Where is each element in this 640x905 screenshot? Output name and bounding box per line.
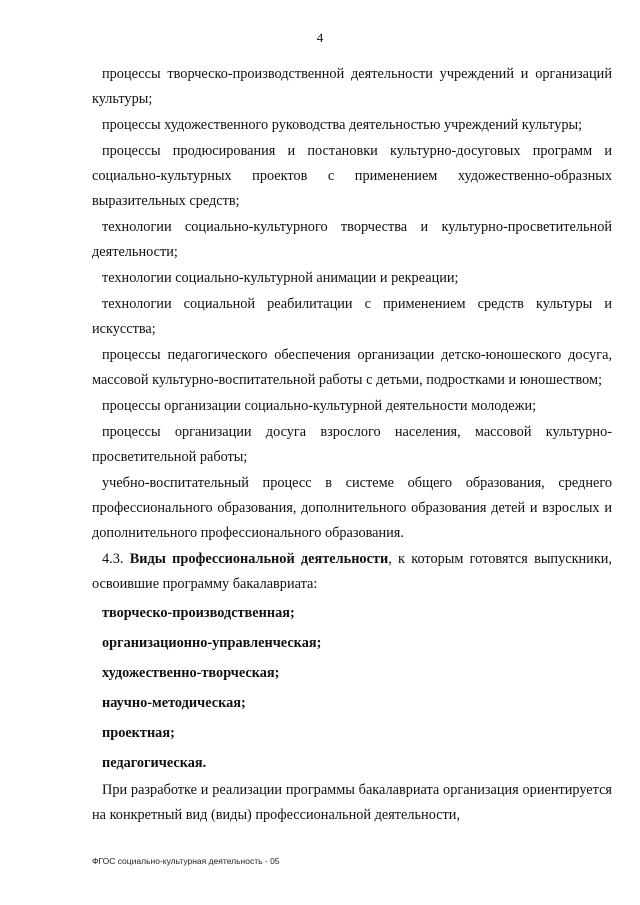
paragraph-9: процессы организации досуга взрослого населения, массовой культурно-просветительной работы; <box>92 424 612 465</box>
paragraph-4: технологии социально-культурного творчества и культурно-просветительной деятельности; <box>92 219 612 260</box>
document-body <box>92 62 612 829</box>
paragraph-6: технологии социальной реабилитации с применением средств культуры и искусства; <box>92 296 612 337</box>
activity-type-item: организационно-управленческая; <box>102 635 322 651</box>
section-4-3 <box>92 547 612 597</box>
closing-paragraph: При разработке и реализации программы бакалавриата организация ориентируется на конкретный вид (виды) профессиональной деятельности, <box>92 782 612 823</box>
page-footer: ФГОС социально-культурная деятельность - 05 <box>92 856 280 866</box>
activity-types-list <box>92 598 612 778</box>
paragraph-5: технологии социально-культурной анимации и рекреации; <box>102 270 459 286</box>
section-rest: , к которым готовятся выпускники, освоившие программу бакалавриата: <box>92 551 613 592</box>
activity-type-item: творческо-производственная; <box>102 605 295 621</box>
section-heading: Виды профессиональной деятельности <box>129 551 389 567</box>
paragraph-8: процессы организации социально-культурной деятельности молодежи; <box>102 398 537 414</box>
activity-type-item: педагогическая. <box>102 755 207 771</box>
paragraph-10: учебно-воспитательный процесс в системе общего образования, среднего профессионального образования, дополнительного образования детей и взрослых и дополнительного профессионального образования. <box>92 475 612 541</box>
paragraph-2: процессы художественного руководства деятельностью учреждений культуры; <box>102 117 583 133</box>
paragraph-7: процессы педагогического обеспечения организации детско-юношеского досуга, массовой культурно-воспитательной работы с детьми, подростками и юношеством; <box>92 347 612 388</box>
paragraph-1: процессы творческо-производственной деятельности учреждений и организаций культуры; <box>92 66 612 107</box>
activity-type-item: проектная; <box>102 725 175 741</box>
page-number: 4 <box>316 30 324 45</box>
activity-type-item: научно-методическая; <box>102 695 246 711</box>
section-number: 4.3. <box>102 551 124 567</box>
activity-type-item: художественно-творческая; <box>102 665 280 681</box>
paragraph-3: процессы продюсирования и постановки культурно-досуговых программ и социально-культурных проектов с применением художественно-образных выразительных средств; <box>92 143 612 209</box>
